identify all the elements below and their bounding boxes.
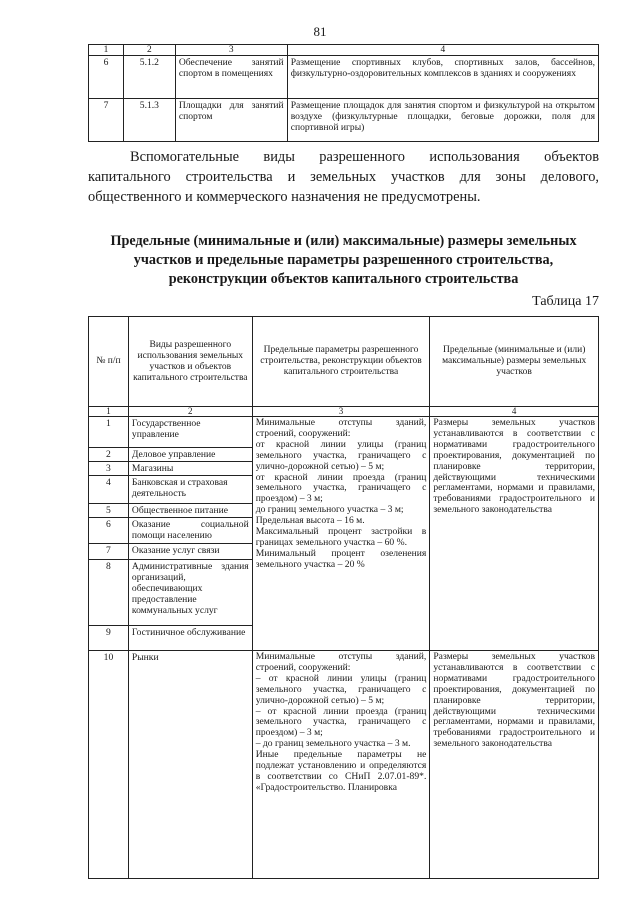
row-code: 5.1.2 bbox=[123, 56, 175, 99]
column-number: 4 bbox=[430, 407, 599, 417]
column-number: 3 bbox=[175, 45, 287, 56]
row-name: Обеспечение занятий спортом в помещениях bbox=[175, 56, 287, 99]
table-header-row bbox=[89, 317, 599, 407]
column-number: 1 bbox=[89, 407, 129, 417]
row-name: Государственное управление bbox=[128, 417, 252, 448]
param-line: Минимальный процент озеленения земельного участка – 20 % bbox=[255, 547, 427, 570]
column-number: 2 bbox=[128, 407, 252, 417]
row-description: Размещение спортивных клубов, спортивных залов, бассейнов, физкультурно-оздоровительных комплексов в зданиях и сооружениях bbox=[287, 56, 598, 99]
row-number: 7 bbox=[89, 99, 124, 142]
row-number: 3 bbox=[89, 462, 129, 476]
sizes-cell: Размеры земельных участков устанавливаются в соответствии с нормативами градостроительного проектирования, документацией по планировке территории, действующими техническими регламентами, нормами и правилами, требованиями градостроительного и земельного законодательства bbox=[430, 651, 599, 879]
row-number: 2 bbox=[89, 448, 129, 462]
param-line: – до границ земельного участка – 3 м. bbox=[255, 738, 411, 750]
table-row bbox=[89, 99, 599, 142]
row-number: 6 bbox=[89, 56, 124, 99]
row-number: 5 bbox=[89, 504, 129, 518]
param-line: – от красной линии проезда (границ земельного участка, граничащего с проездом) – 3 м; bbox=[255, 705, 427, 739]
row-description: Размещение площадок для занятия спортом и физкультурой на открытом воздухе (физкультурные площадки, беговые дорожки, поля для спортивной игры) bbox=[287, 99, 598, 142]
row-name: Гостиничное обслуживание bbox=[128, 626, 252, 651]
row-number: 8 bbox=[89, 560, 129, 626]
row-name: Оказание услуг связи bbox=[128, 544, 252, 560]
row-number: 1 bbox=[89, 417, 129, 448]
table-row bbox=[89, 56, 599, 99]
row-number: 6 bbox=[89, 518, 129, 544]
params-cell bbox=[252, 651, 430, 879]
param-line: до границ земельного участка – 3 м; bbox=[255, 504, 404, 516]
row-number: 4 bbox=[89, 476, 129, 504]
param-line: Минимальные отступы зданий, строений, сооружений: bbox=[255, 651, 427, 673]
table-row bbox=[89, 417, 599, 448]
row-name: Магазины bbox=[128, 462, 252, 476]
column-header: Предельные параметры разрешенного строительства, реконструкции объектов капитального строительства bbox=[252, 317, 430, 407]
column-header: Виды разрешенного использования земельных участков и объектов капитального строительства bbox=[128, 317, 252, 407]
table-caption: Таблица 17 bbox=[532, 294, 599, 309]
column-number: 4 bbox=[287, 45, 598, 56]
shared-sizes-cell: Размеры земельных участков устанавливаются в соответствии с нормативами градостроительного проектирования, документацией по планировке территории, действующими техническими регламентами, нормами и правилами, требованиями градостроительного и земельного законодательства bbox=[430, 417, 599, 651]
row-number: 9 bbox=[89, 626, 129, 651]
shared-params-cell bbox=[252, 417, 430, 651]
table-row bbox=[89, 651, 599, 879]
param-line: Иные предельные параметры не подлежат установлению и определяются в соответствии со СНиП 2.07.01-89*. «Градостроительство. Планировка bbox=[255, 749, 427, 793]
row-name: Банковская и страховая деятельность bbox=[128, 476, 252, 504]
param-line: от красной линии проезда (границ земельного участка, граничащего с проездом) – 3 м; bbox=[255, 471, 427, 505]
section-heading: Предельные (минимальные и (или) максимальные) размеры земельных участков и предельные параметры разрешенного строительства, реконструкции объектов капитального строительства bbox=[110, 233, 577, 287]
table-continuation bbox=[88, 44, 599, 142]
param-line: Предельная высота – 16 м. bbox=[255, 515, 365, 527]
param-line: Максимальный процент застройки в границах земельного участка – 60 %. bbox=[255, 526, 427, 548]
table-17 bbox=[88, 316, 599, 879]
row-code: 5.1.3 bbox=[123, 99, 175, 142]
column-number: 3 bbox=[252, 407, 430, 417]
param-line: от красной линии улицы (границ земельного участка, граничащего с улично-дорожной сетью) – 5 м; bbox=[255, 438, 427, 472]
row-name: Оказание социальной помощи населению bbox=[128, 518, 252, 544]
column-number: 1 bbox=[89, 45, 124, 56]
param-line: – от красной линии улицы (границ земельного участка, граничащего с улично-дорожной сетью) – 5 м; bbox=[255, 672, 427, 706]
row-name: Общественное питание bbox=[128, 504, 252, 518]
row-number: 10 bbox=[89, 651, 129, 879]
row-number: 7 bbox=[89, 544, 129, 560]
page-number: 81 bbox=[313, 24, 327, 39]
column-header: № п/п bbox=[89, 317, 129, 407]
column-numbers-row bbox=[89, 407, 599, 417]
param-line: Минимальные отступы зданий, строений, сооружений: bbox=[255, 417, 427, 439]
row-name: Административные здания организаций, обеспечивающих предоставление коммунальных услуг bbox=[128, 560, 252, 626]
table-header-row bbox=[89, 45, 599, 56]
row-name: Площадки для занятий спортом bbox=[175, 99, 287, 142]
row-name: Рынки bbox=[128, 651, 252, 879]
column-header: Предельные (минимальные и (или) максимальные) размеры земельных участков bbox=[430, 317, 599, 407]
row-name: Деловое управление bbox=[128, 448, 252, 462]
auxiliary-uses-paragraph: Вспомогательные виды разрешенного использования объектов капитального строительства и земельных участков для зоны делового, общественного и коммерческого назначения не предусмотрены. bbox=[88, 149, 599, 205]
column-number: 2 bbox=[123, 45, 175, 56]
